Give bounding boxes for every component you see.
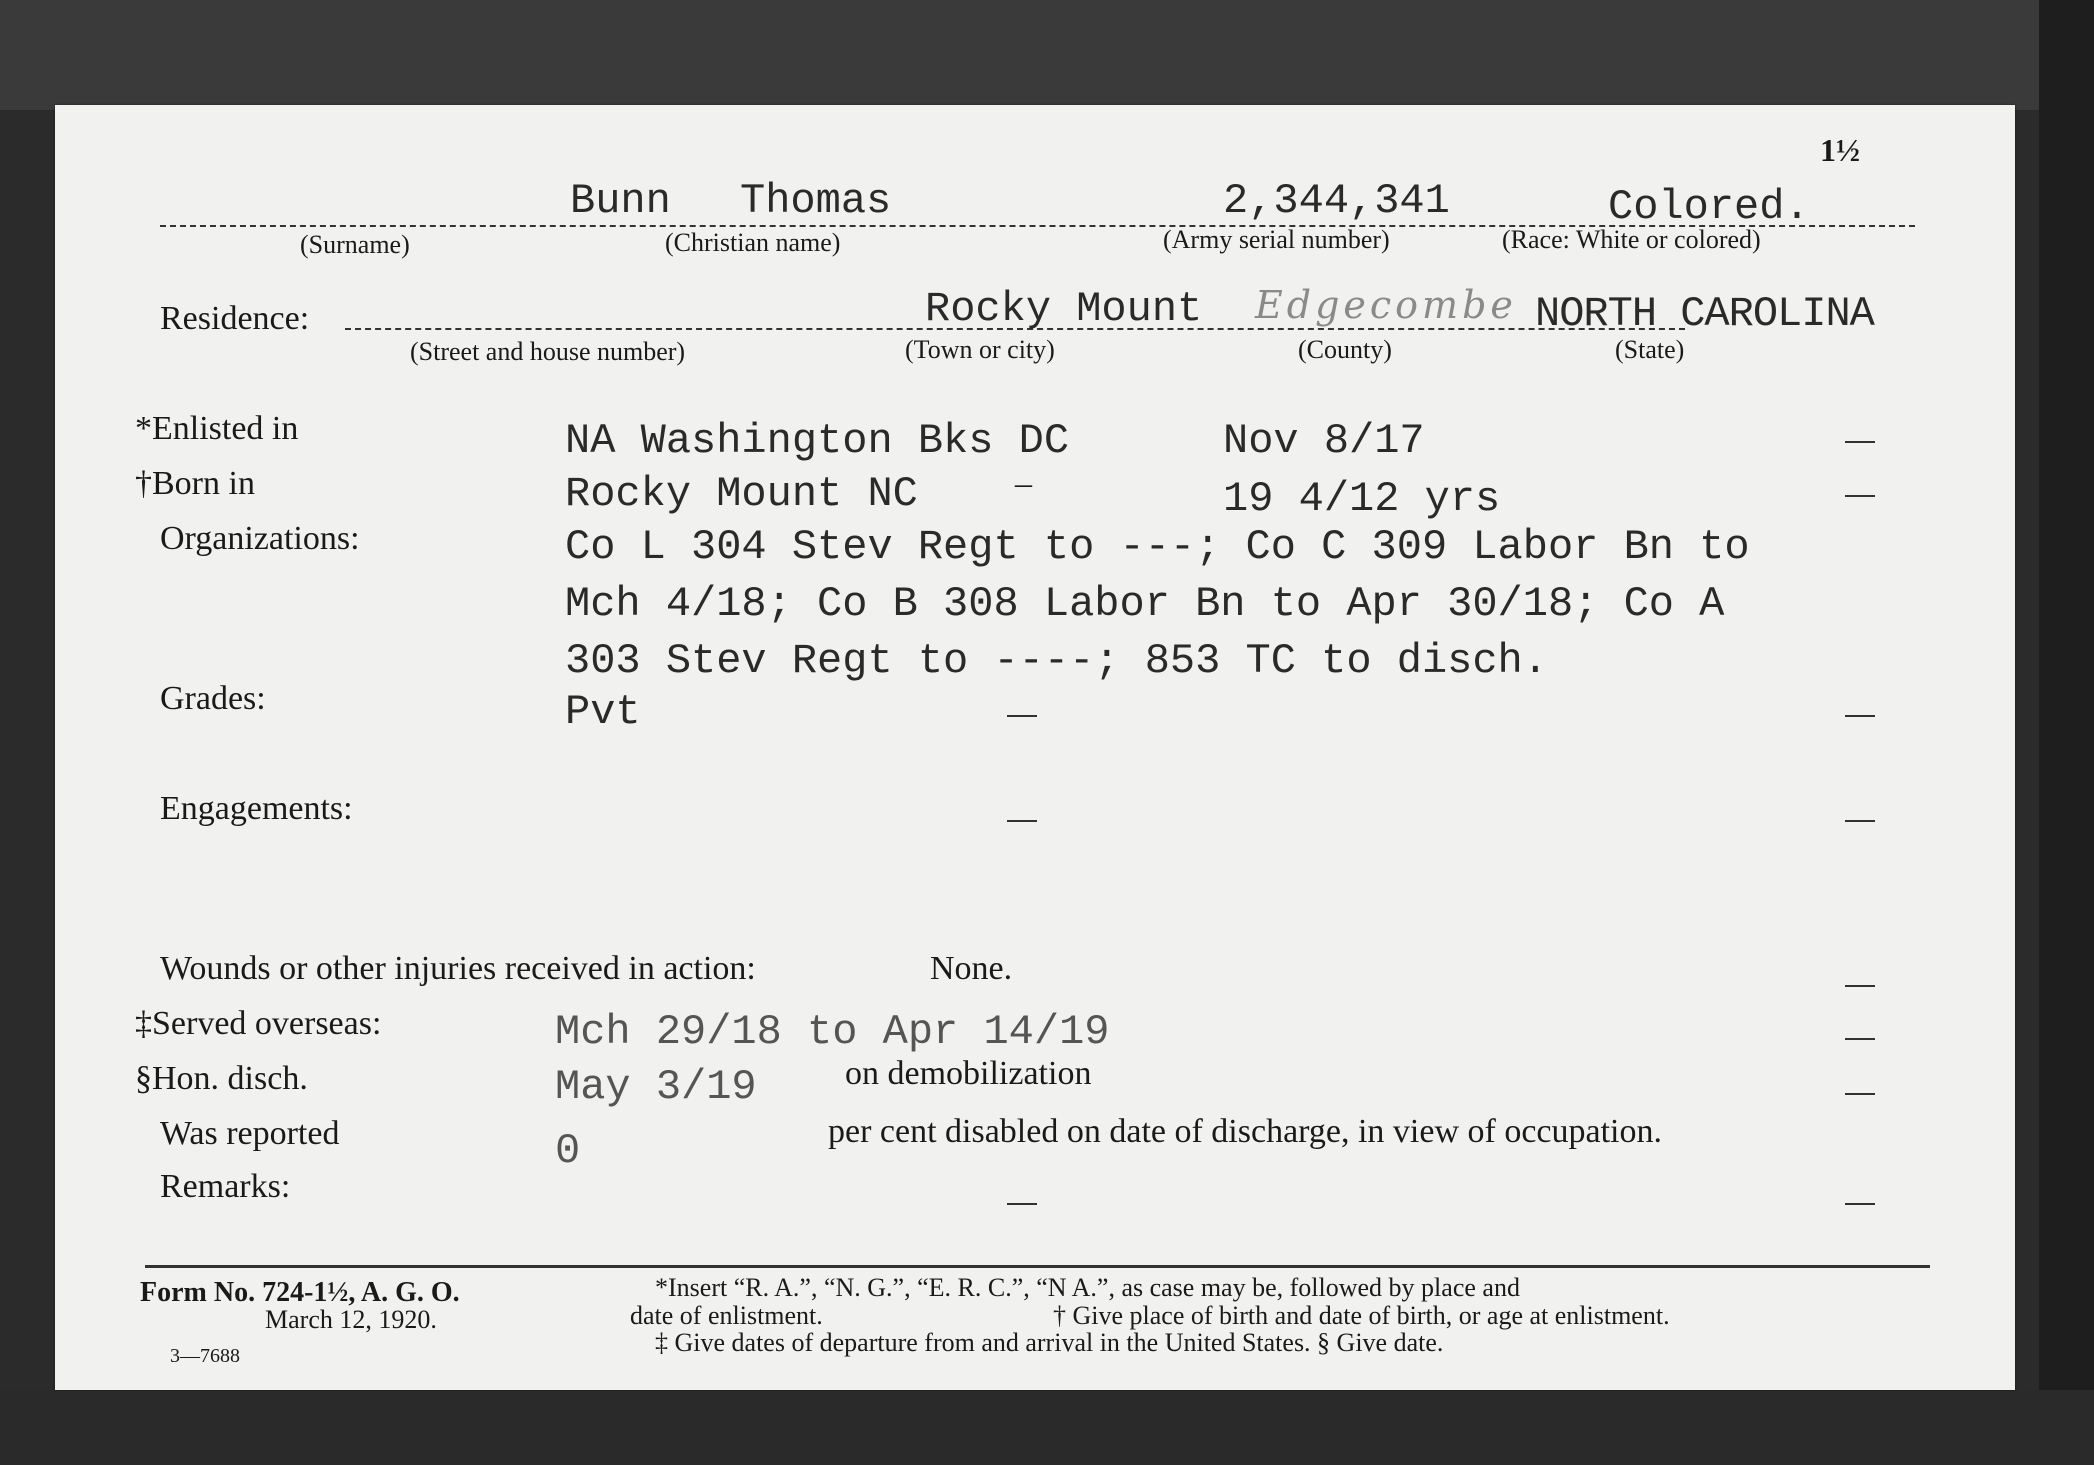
serial-number-caption: (Army serial number) bbox=[1163, 225, 1390, 254]
organizations-line-2: Mch 4/18; Co B 308 Labor Bn to Apr 30/18; Co A bbox=[565, 580, 1725, 628]
grades-label: Grades: bbox=[160, 680, 266, 717]
footnote-born: † Give place of birth and date of birth, or age at enlistment. bbox=[1053, 1301, 1670, 1330]
state-value: NORTH CAROLINA bbox=[1535, 290, 1874, 338]
born-age: 19 4/12 yrs bbox=[1223, 475, 1501, 523]
surname-caption: (Surname) bbox=[300, 230, 410, 259]
background-bottom bbox=[0, 1390, 2094, 1465]
footnote-enlisted: *Insert “R. A.”, “N. G.”, “E. R. C.”, “N A.”, as case may be, followed by place and bbox=[655, 1273, 1520, 1302]
discharge-date: May 3/19 bbox=[555, 1063, 757, 1111]
was-reported-label: Was reported bbox=[160, 1115, 340, 1152]
engagements-mid-mark bbox=[1007, 820, 1037, 822]
christian-name-caption: (Christian name) bbox=[665, 228, 841, 257]
christian-name-value: Thomas bbox=[740, 177, 892, 225]
enlisted-label: *Enlisted in bbox=[135, 410, 299, 447]
grades-value: Pvt bbox=[565, 688, 641, 736]
honorable-discharge-label: §Hon. disch. bbox=[135, 1060, 308, 1097]
grades-end-mark bbox=[1845, 715, 1875, 717]
town-caption: (Town or city) bbox=[905, 335, 1055, 364]
county-caption: (County) bbox=[1298, 335, 1392, 364]
county-value: Edgecombe bbox=[1255, 283, 1517, 327]
town-value: Rocky Mount bbox=[925, 285, 1203, 333]
form-number: Form No. 724-1½, A. G. O. bbox=[140, 1277, 460, 1308]
serial-number-value: 2,344,341 bbox=[1223, 177, 1450, 225]
footnote-enlisted-cont: date of enlistment. bbox=[630, 1301, 823, 1330]
remarks-mid-mark bbox=[1007, 1203, 1037, 1205]
background-top bbox=[0, 0, 2094, 110]
discharge-end-mark bbox=[1845, 1093, 1875, 1095]
remarks-end-mark bbox=[1845, 1203, 1875, 1205]
discharge-note: on demobilization bbox=[845, 1055, 1092, 1092]
remarks-label: Remarks: bbox=[160, 1168, 291, 1205]
wounds-value: None. bbox=[930, 950, 1013, 987]
background-right bbox=[2039, 0, 2094, 1465]
served-overseas-label: ‡Served overseas: bbox=[135, 1005, 382, 1042]
residence-label: Residence: bbox=[160, 300, 310, 337]
served-overseas-end-mark bbox=[1845, 1038, 1875, 1040]
born-dash: – bbox=[1015, 465, 1032, 502]
race-caption: (Race: White or colored) bbox=[1502, 225, 1761, 254]
print-code: 3—7688 bbox=[170, 1345, 240, 1367]
wounds-end-mark bbox=[1845, 985, 1875, 987]
engagements-label: Engagements: bbox=[160, 790, 353, 827]
footer-rule bbox=[145, 1265, 1930, 1268]
organizations-line-3: 303 Stev Regt to ----; 853 TC to disch. bbox=[565, 637, 1548, 685]
street-caption: (Street and house number) bbox=[410, 337, 686, 366]
disability-percent-value: 0 bbox=[555, 1127, 581, 1175]
born-place: Rocky Mount NC bbox=[565, 470, 918, 518]
organizations-label: Organizations: bbox=[160, 520, 360, 557]
engagements-end-mark bbox=[1845, 820, 1875, 822]
enlisted-end-mark bbox=[1845, 441, 1875, 443]
organizations-line-1: Co L 304 Stev Regt to ---; Co C 309 Labor Bn to bbox=[565, 523, 1750, 571]
born-label: †Born in bbox=[135, 465, 255, 502]
footnote-overseas: ‡ Give dates of departure from and arrival in the United States. § Give date. bbox=[655, 1328, 1444, 1357]
enlisted-place: NA Washington Bks DC bbox=[565, 417, 1070, 465]
surname-value: Bunn bbox=[570, 177, 671, 225]
service-record-card bbox=[55, 105, 2015, 1390]
state-caption: (State) bbox=[1615, 335, 1685, 364]
enlisted-date: Nov 8/17 bbox=[1223, 417, 1425, 465]
card-number: 1½ bbox=[1820, 132, 1860, 168]
born-end-mark bbox=[1845, 495, 1875, 497]
served-overseas-value: Mch 29/18 to Apr 14/19 bbox=[555, 1008, 1110, 1056]
disability-text: per cent disabled on date of discharge, in view of occupation. bbox=[828, 1113, 1662, 1150]
form-date: March 12, 1920. bbox=[265, 1305, 437, 1334]
race-value: Colored. bbox=[1608, 183, 1810, 231]
grades-mid-mark bbox=[1007, 715, 1037, 717]
wounds-label: Wounds or other injuries received in action: bbox=[160, 950, 756, 987]
